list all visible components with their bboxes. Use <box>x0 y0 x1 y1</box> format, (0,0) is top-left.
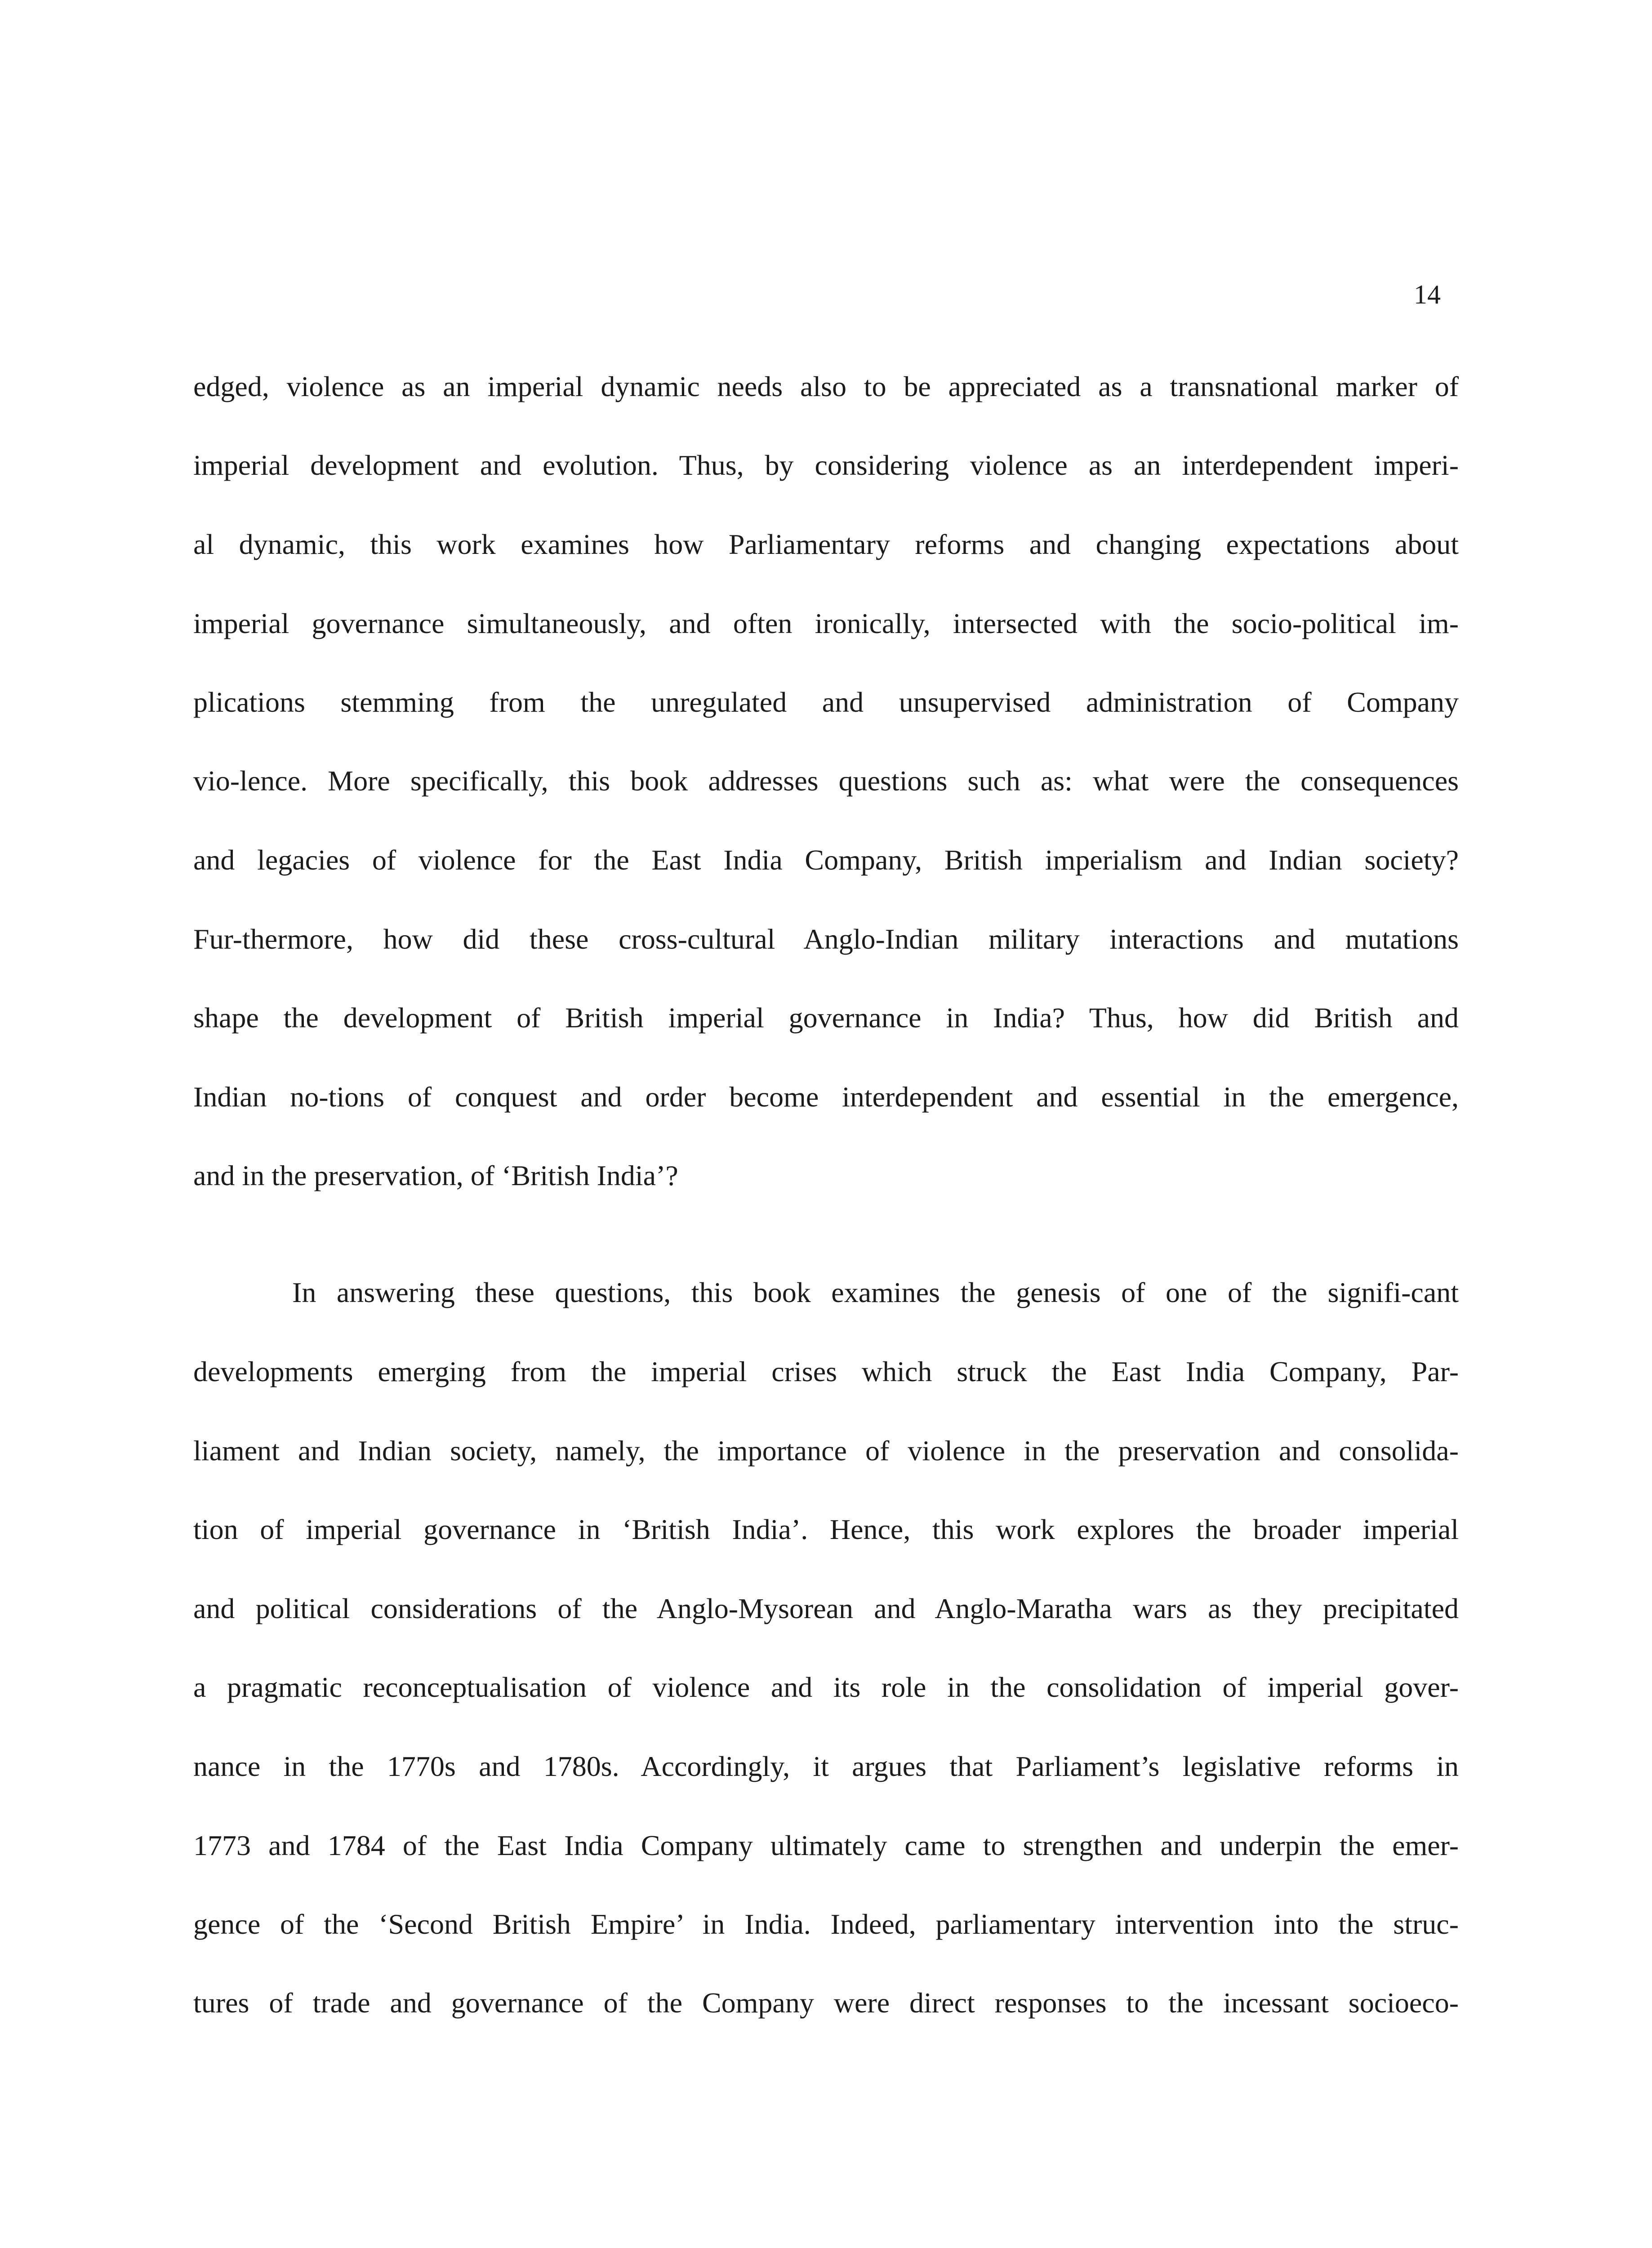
text-line: and legacies of violence for the East India Company, British imperialism and Indian society? <box>193 844 1459 876</box>
text-line: imperial development and evolution. Thus, by considering violence as an interdependent imperi- <box>193 449 1459 481</box>
text-line: gence of the ‘Second British Empire’ in India. Indeed, parliamentary intervention into the struc- <box>193 1908 1459 1940</box>
text-line: tures of trade and governance of the Company were direct responses to the incessant socioeco- <box>193 1987 1459 2019</box>
text-line: Fur-thermore, how did these cross-cultural Anglo-Indian military interactions and mutations <box>193 923 1459 955</box>
text-line: plications stemming from the unregulated and unsupervised administration of Company <box>193 686 1459 718</box>
text-line: Indian no-tions of conquest and order become interdependent and essential in the emergence, <box>193 1081 1459 1113</box>
text-line: edged, violence as an imperial dynamic needs also to be appreciated as a transnational marker of <box>193 370 1459 402</box>
text-line: liament and Indian society, namely, the importance of violence in the preservation and consolida- <box>193 1435 1459 1467</box>
text-line: nance in the 1770s and 1780s. Accordingly, it argues that Parliament’s legislative reforms in <box>193 1750 1459 1782</box>
text-line: and in the preservation, of ‘British India’? <box>193 1160 678 1191</box>
text-line: developments emerging from the imperial crises which struck the East India Company, Par- <box>193 1356 1459 1387</box>
text-line: 1773 and 1784 of the East India Company ultimately came to strengthen and underpin the emer- <box>193 1829 1459 1861</box>
page-number: 14 <box>1414 280 1441 309</box>
text-line: al dynamic, this work examines how Parliamentary reforms and changing expectations about <box>193 528 1459 560</box>
text-line: In answering these questions, this book examines the genesis of one of the signifi-cant <box>292 1276 1459 1308</box>
text-line: imperial governance simultaneously, and often ironically, intersected with the socio-political im- <box>193 607 1459 639</box>
text-line: tion of imperial governance in ‘British India’. Hence, this work explores the broader imperial <box>193 1513 1459 1545</box>
text-line: vio-lence. More specifically, this book addresses questions such as: what were the consequences <box>193 765 1459 797</box>
text-line: shape the development of British imperial governance in India? Thus, how did British and <box>193 1002 1459 1034</box>
text-line: a pragmatic reconceptualisation of violence and its role in the consolidation of imperial gover- <box>193 1671 1459 1703</box>
text-line: and political considerations of the Anglo-Mysorean and Anglo-Maratha wars as they precipitated <box>193 1592 1459 1624</box>
